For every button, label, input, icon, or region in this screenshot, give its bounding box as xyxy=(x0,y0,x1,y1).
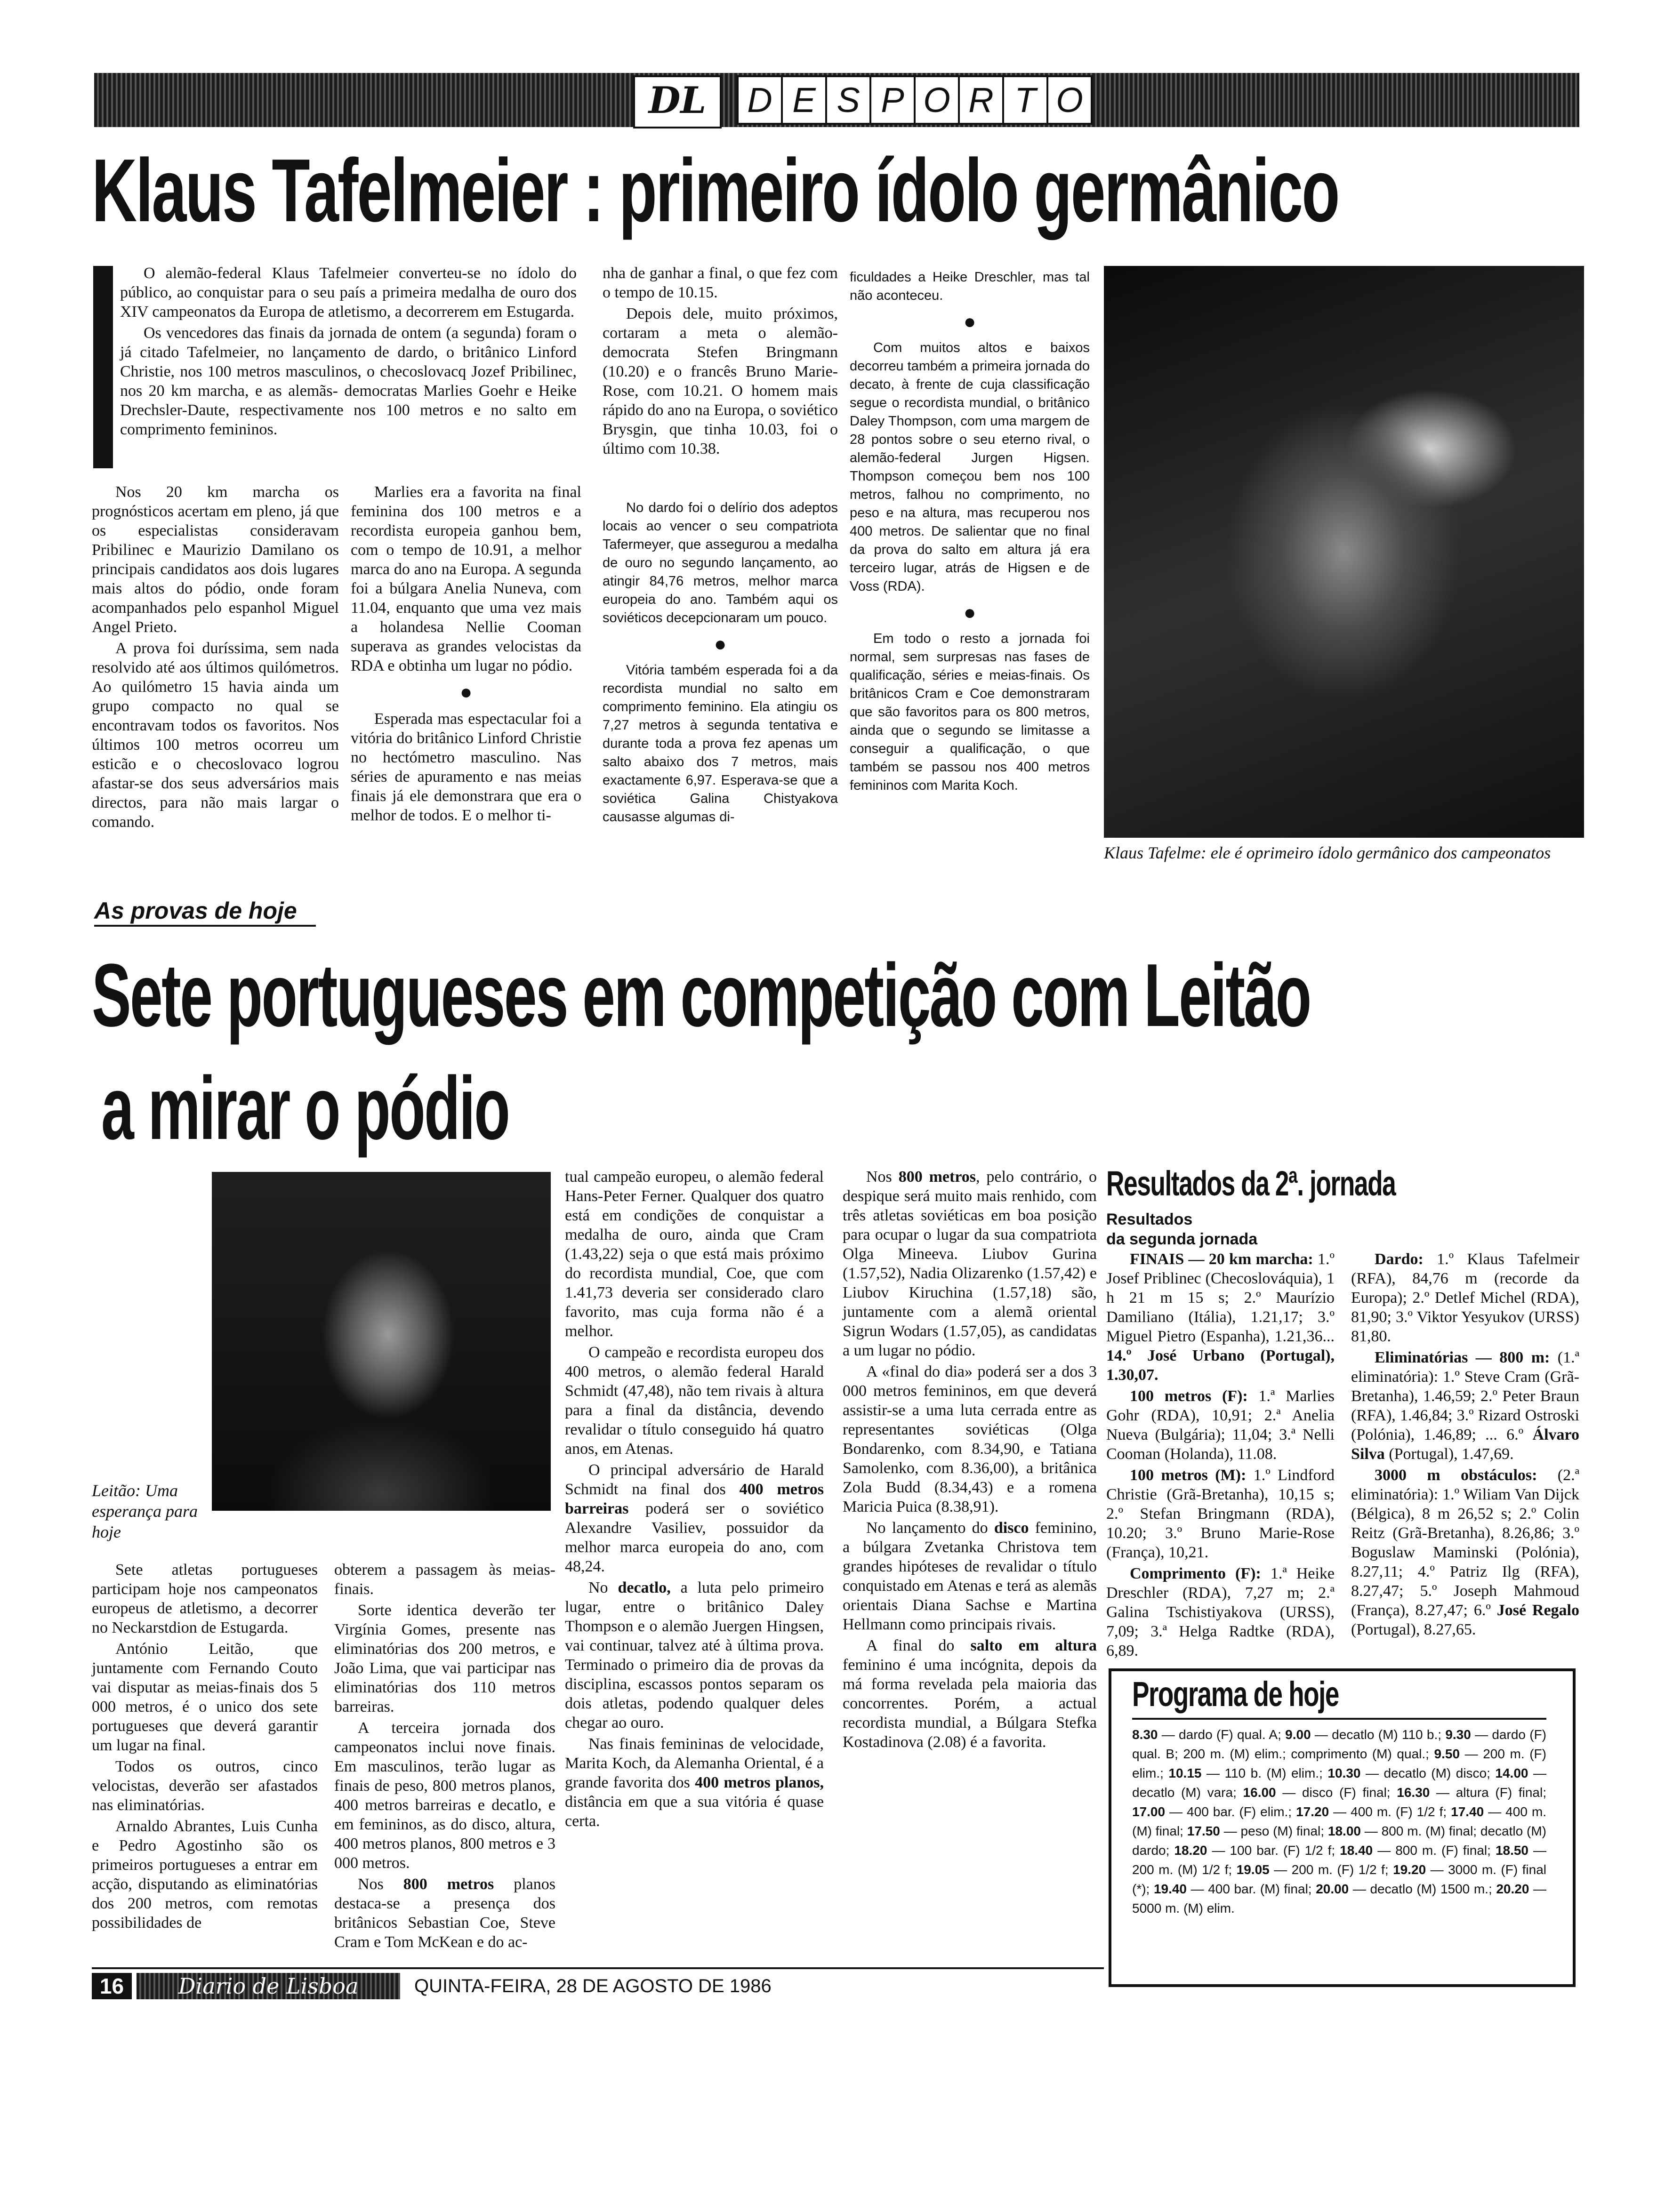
program-time: 19.20 xyxy=(1393,1862,1426,1877)
text: Nas finais femininas de velocidade, Marita Koch, da Alemanha Oriental, é a grande favorita dos xyxy=(565,1735,824,1791)
section-letter: O xyxy=(1046,75,1093,125)
bold-text: 800 metros xyxy=(403,1875,494,1893)
article-1-column-3-lower xyxy=(603,499,838,828)
results-bold-text: Eliminatórias — 800 m: xyxy=(1375,1349,1550,1366)
program-time: 17.00 xyxy=(1132,1804,1166,1819)
results-subtitle xyxy=(1106,1210,1257,1249)
program-text: — decatlo (M) vara; xyxy=(1132,1766,1546,1800)
paragraph: Todos os outros, cinco velocistas, deverão ser afastados nas eliminatórias. xyxy=(92,1758,318,1814)
bullet-separator: ● xyxy=(963,601,976,624)
section-letter: D xyxy=(737,75,783,125)
results-text: 1.º Josef Priblinec (Checoslováquia), 1 h 21 m 15 s; 2.º Maurízio Damiliano (Itália), 1.21,17; 3.º Miguel Pietro (Espanha), 1.21,36... xyxy=(1106,1250,1335,1345)
results-bold-text: Dardo: xyxy=(1375,1250,1424,1268)
results-entry xyxy=(1106,1250,1335,1385)
program-text: — decatlo (M) disco; xyxy=(1360,1766,1496,1780)
program-text: — 800 m. (F) final; xyxy=(1373,1843,1496,1858)
article-2-headline-line-2: a mirar o pódio xyxy=(101,1058,509,1158)
paragraph: Arnaldo Abrantes, Luis Cunha e Pedro Agostinho são os primeiros portugueses a entrar em acção, disputando as eliminatórias dos 200 metros, com remotas possibilidades de xyxy=(92,1818,318,1931)
program-text: — 400 bar. (M) final; xyxy=(1187,1882,1316,1896)
drop-cap: I xyxy=(93,266,113,468)
section-letter: O xyxy=(914,75,960,125)
program-time: 10.30 xyxy=(1327,1766,1361,1780)
results-entry xyxy=(1351,1466,1579,1639)
paragraph: obterem a passagem às meias-finais. xyxy=(334,1561,555,1598)
results-text: (2.ª eliminatória): 1.º Wiliam Van Dijck (Bélgica), 8 m 26,52 s; 2.º Colin Reitz (Grã-Bretanha), 8.26,86; 3.º Boguslaw Maminski (Polónia), 8.27,11; 4.º Patriz Ilg (RFA), 8.27,47; 5.º Joseph Mahmoud (França), 8.27,47; 6.º xyxy=(1351,1467,1579,1619)
article-1-lead xyxy=(120,264,577,441)
photo-caption: Leitão: Uma esperança para hoje xyxy=(92,1481,198,1541)
results-entry xyxy=(1106,1466,1335,1562)
bullet-separator: ● xyxy=(963,310,976,333)
program-text: — 3000 m. (F) final (*); xyxy=(1132,1862,1547,1896)
paragraph: O campeão e recordista europeu dos 400 metros, o alemão federal Harald Schmidt (47,48), não tem rivais à altura para a final da distância, devendo revalidar o título conseguido há quatro anos, em Atenas. xyxy=(565,1344,824,1458)
lead-paragraph: O alemão-federal Klaus Tafelmeier converteu-se no ídolo do público, ao conquistar para o seu país a primeira medalha de ouro dos XIV campeonatos da Europa de atletismo, a decorrerem em Estugarda. xyxy=(120,264,577,321)
program-text: — 200 m. (F) 1/2 f; xyxy=(1269,1862,1393,1877)
text: A final do xyxy=(866,1637,971,1654)
results-bold-text: José Regalo xyxy=(1496,1602,1579,1619)
program-time: 17.20 xyxy=(1296,1804,1329,1819)
program-rule xyxy=(1132,1718,1546,1720)
bold-text: 400 metros barreiras xyxy=(565,1481,824,1517)
program-time: 19.05 xyxy=(1236,1862,1270,1877)
paragraph: Sorte identica deverão ter Virgínia Gomes, presente nas eliminatórias dos 200 metros, e João Lima, que vai participar nas eliminatórias dos 110 metros barreiras. xyxy=(334,1602,555,1715)
paragraph xyxy=(843,1167,1097,1360)
paragraph: A prova foi duríssima, sem nada resolvido até aos últimos quilómetros. Ao quilómetro 15 havia ainda um grupo compacto no qual se encontravam todos os favoritos. Nos últimos 100 metros ocorreu um esticão e o checoslovaco logrou afastar-se dos seus adversários mais directos, para não mais largar o comando. xyxy=(92,640,339,831)
results-text: 1.ª Heike Dreschler (RDA), 7,27 m; 2.ª Galina Tschistiyakova (URSS), 7,09; 3.ª Helga Radtke (RDA), 6,89. xyxy=(1106,1565,1335,1659)
bullet-separator: ● xyxy=(459,681,473,704)
program-time: 18.00 xyxy=(1327,1824,1361,1838)
text: Nos xyxy=(866,1168,899,1186)
results-bold-text: 14.º José Urbano (Portugal), 1.30,07. xyxy=(1106,1347,1335,1384)
program-text: — 110 b. (M) elim.; xyxy=(1201,1766,1328,1780)
program-time: 9.30 xyxy=(1445,1727,1471,1742)
text: Nos xyxy=(358,1875,403,1893)
results-entry xyxy=(1106,1387,1335,1464)
results-subtitle-line: Resultados xyxy=(1106,1210,1193,1228)
paragraph: A terceira jornada dos campeonatos inclui nove finais. Em masculinos, terão lugar as finais de peso, 800 metros planos, 400 metros barreiras e decatlo, e em femininos, as do disco, altura, 400 metros planos, 800 metros e 3 000 metros. xyxy=(334,1719,555,1872)
paragraph: Esperada mas espectacular foi a vitória do britânico Linford Christie no hectómetro masculino. Nas séries de apuramento e nas meias finais já ele demonstrara que era o melhor de todos. E o melhor ti- xyxy=(351,710,581,824)
text: a luta pelo primeiro lugar, entre o britânico Daley Thompson e o alemão Juergen Hingsen, vai continuar, talvez até à última prova. Terminado o primeiro dia de provas da disciplina, escassos pontos separam os dois atletas, podendo qualquer deles chegar ao ouro. xyxy=(565,1579,824,1731)
paragraph: tual campeão europeu, o alemão federal Hans-Peter Ferner. Qualquer dos quatro está em condições de conquistar a medalha de ouro, ainda que Cram (1.43,22) seja o que está mais próximo do recordista mundial, Coe, que com 1.41,73 deveria ser considerado claro favorito, mas cuja forma não é a melhor. xyxy=(565,1168,824,1340)
section-letter: R xyxy=(958,75,1004,125)
program-time: 14.00 xyxy=(1495,1766,1528,1780)
newspaper-logo: DL xyxy=(633,75,722,128)
program-time: 18.50 xyxy=(1495,1843,1529,1858)
article-1-column-4 xyxy=(850,268,1090,797)
footer-rule xyxy=(92,1967,1104,1969)
program-text: — 100 bar. (F) 1/2 f; xyxy=(1207,1843,1340,1858)
results-bold-text: 3000 m obstáculos: xyxy=(1375,1467,1537,1484)
program-time: 17.50 xyxy=(1187,1824,1220,1838)
paper-name: Diario de Lisboa xyxy=(178,1973,359,1999)
bold-text: 800 metros xyxy=(898,1168,976,1186)
paragraph xyxy=(843,1636,1097,1752)
program-time: 9.50 xyxy=(1434,1747,1460,1761)
program-title: Programa de hoje xyxy=(1132,1675,1339,1714)
program-text: — 400 bar. (F) elim.; xyxy=(1165,1804,1296,1819)
results-text: (1.ª eliminatória): 1.º Steve Cram (Grã-Bretanha), 1.46,59; 2.º Peter Braun (RFA), 1.46,84; 3.º Rizard Ostroski (Polónia), 1.46,89; ... 6.º xyxy=(1351,1349,1579,1443)
photo-antonio-leitao xyxy=(212,1172,551,1511)
results-bold-text: FINAIS — 20 km marcha: xyxy=(1130,1250,1313,1268)
program-time: 16.30 xyxy=(1397,1785,1430,1800)
program-schedule xyxy=(1132,1725,1546,1918)
paragraph xyxy=(565,1734,824,1831)
text: No lançamento do xyxy=(866,1519,994,1537)
program-text: — decatlo (M) 110 b.; xyxy=(1311,1727,1446,1742)
article-2-column-2 xyxy=(334,1560,555,1954)
photo-caption: Klaus Tafelme: ele é oprimeiro ídolo germânico dos campeonatos xyxy=(1104,843,1551,862)
text: feminino, a búlgara Zvetanka Christova tem grandes hipóteses de revalidar o título conquistado em Atenas e terá as alemãs orientais Diana Sachse e Martina Hellmann como principais rivais. xyxy=(843,1519,1097,1633)
paragraph xyxy=(334,1875,555,1952)
paragraph: nha de ganhar a final, o que fez com o tempo de 10.15. xyxy=(603,264,838,301)
program-text: — dardo (F) qual. A; xyxy=(1158,1727,1286,1742)
section-letter: T xyxy=(1002,75,1048,125)
results-entry xyxy=(1351,1348,1579,1464)
program-time: 18.40 xyxy=(1340,1843,1373,1858)
program-text: — altura (F) final; xyxy=(1430,1785,1546,1800)
text: planos destaca-se a presença dos britânicos Sebastian Coe, Steve Cram e Tom McKean e do ac- xyxy=(334,1875,555,1951)
results-subtitle-line: da segunda jornada xyxy=(1106,1230,1258,1248)
section-letter: S xyxy=(825,75,871,125)
article-2-column-3 xyxy=(565,1167,824,1833)
program-text: — peso (M) final; xyxy=(1220,1824,1328,1838)
results-text: 1.ª Marlies Gohr (RDA), 10,91; 2.ª Anelia Nueva (Bulgária); 11,04; 3.ª Nelli Cooman (Holanda), 11.08. xyxy=(1106,1387,1335,1463)
article-1-column-3 xyxy=(603,264,838,460)
text: poderá ser o soviético Alexandre Vasiliev, possuidor da melhor marca europeia do ano, com 48,24. xyxy=(565,1500,824,1575)
article-1-headline: Klaus Tafelmeier : primeiro ídolo germânico xyxy=(92,141,1339,240)
section-letter: E xyxy=(781,75,827,125)
results-text: (Portugal), 8.27,65. xyxy=(1351,1621,1476,1638)
results-text: 1.º Klaus Tafelmeir (RFA), 84,76 m (recorde da Europa); 2.º Detlef Michel (RDA), 81,90; 3.º Viktor Yesyukov (URSS) 81,80. xyxy=(1351,1250,1579,1345)
paragraph: Vitória também esperada foi a da recordista mundial no salto em comprimento feminino. Ela atingiu os 7,27 metros à segunda tentativa e durante toda a prova fez apenas um salto abaixo dos 7 metros, mais exactamente 6,97. Esperava-se que a soviética Galina Chistyakova causasse algumas di- xyxy=(603,663,838,825)
issue-date: QUINTA-FEIRA, 28 DE AGOSTO DE 1986 xyxy=(414,1976,772,1996)
program-text: — dardo (F) qual. B; 200 m. (M) elim.; comprimento (M) qual.; xyxy=(1132,1727,1546,1761)
text: feminino é uma incógnita, depois da má forma revelada pela maioria das concorrentes. Porém, a actual recordista mundial, a Búlgara Stefka Kostadinova (2.08) é a favorita. xyxy=(843,1656,1097,1751)
paragraph xyxy=(843,1518,1097,1634)
program-text: — 200 m. (M) 1/2 f; xyxy=(1132,1843,1547,1877)
paragraph xyxy=(565,1460,824,1576)
bold-text: disco xyxy=(994,1519,1029,1537)
results-bold-text: Comprimento (F): xyxy=(1130,1565,1261,1582)
results-bold-text: 100 metros (M): xyxy=(1130,1467,1247,1484)
lead-paragraph: Os vencedores das finais da jornada de ontem (a segunda) foram o já citado Tafelmeier, no lançamento de dardo, o britânico Linford Christie, nos 100 metros masculinos, o checoslovacq Jozef Pribilinec, nos 20 km marcha, e as alemãs- democratas Marlies Goehr e Heike Drechsler-Daute, respectivamente nos 100 metros e no salto em comprimento femininos. xyxy=(120,324,577,438)
program-time: 20.00 xyxy=(1316,1882,1349,1896)
program-text: — 5000 m. (M) elim. xyxy=(1132,1882,1547,1915)
photo-klaus-tafelmeier xyxy=(1104,266,1584,838)
paragraph: A «final do dia» poderá ser a dos 3 000 metros femininos, em que deverá assistir-se a uma luta cerrada entre as representantes soviéticas (Olga Bondarenko, com 8.34,90, e Tatiana Samolenko, com 8.36,00), a britânica Zola Budd (8.34,43) e a romena Maricia Puica (8.38,91). xyxy=(843,1363,1097,1515)
program-text: — 400 m. (M) final; xyxy=(1132,1804,1546,1838)
bold-text: salto em altura xyxy=(970,1637,1097,1654)
paragraph: António Leitão, que juntamente com Fernando Couto vai disputar as meias-finais dos 5 000 metros, é o unico dos sete portugueses que deverá garantir um lugar na final. xyxy=(92,1640,318,1754)
program-time: 17.40 xyxy=(1451,1804,1484,1819)
program-text: — disco (F) final; xyxy=(1276,1785,1397,1800)
bullet-separator: ● xyxy=(714,633,727,656)
results-text: 1.º Lindford Christie (Grã-Bretanha), 10,15 s; 2.º Stefan Bringmann (RDA), 10.20; 3.º Bruno Marie-Rose (França), 10,21. xyxy=(1106,1467,1335,1561)
text: , pelo contrário, o despique será muito mais renhido, com três atletas soviéticas em boa posição para ocupar o lugar da sua compatriota Olga Mineeva. Liubov Gurina (1.57,52), Nadia Olizarenko (1.57,42) e Liubov Kiruchina (1.57,18) são, juntamente com a alemã oriental Sigrun Wodars (1.57,05), as candidatas a um lugar no pódio. xyxy=(843,1168,1097,1359)
paragraph: Em todo o resto a jornada foi normal, sem surpresas nas fases de qualificação, séries e meias-finais. Os britânicos Cram e Coe demonstraram que são favoritos para os 800 metros, ainda que o segundo se limitasse a conseguir a qualificação, o que também se passou nos 400 metros femininos com Marita Koch. xyxy=(850,631,1090,793)
results-title: Resultados da 2ª. jornada xyxy=(1106,1164,1396,1203)
section-letter: P xyxy=(869,75,916,125)
article-1-column-2 xyxy=(351,482,581,827)
program-time: 20.20 xyxy=(1496,1882,1529,1896)
article-2-column-1 xyxy=(92,1560,318,1934)
kicker-as-provas-de-hoje: As provas de hoje xyxy=(94,897,316,927)
page-number: 16 xyxy=(92,1973,132,1999)
bold-text: decatlo, xyxy=(618,1579,671,1596)
program-time: 10.15 xyxy=(1168,1766,1202,1780)
text: O principal adversário de Harald Schmidt na final dos xyxy=(565,1461,824,1498)
article-2-headline-line-1: Sete portugueses em competição com Leitão xyxy=(92,946,1311,1045)
paragraph: No dardo foi o delírio dos adeptos locais ao vencer o seu compatriota Tafermeyer, que assegurou a medalha de ouro no segundo lançamento, ao atingir 84,76 metros, melhor marca europeia do ano. Também aqui os soviéticos decepcionaram um pouco. xyxy=(603,500,838,625)
program-time: 8.30 xyxy=(1132,1727,1158,1742)
program-text: — 800 m. (M) final; decatlo (M) dardo; xyxy=(1132,1824,1547,1858)
article-1-column-1 xyxy=(92,482,339,834)
paragraph: ficuldades a Heike Dreschler, mas tal não aconteceu. xyxy=(850,270,1090,303)
text: distância em que a sua vitória é quase certa. xyxy=(565,1793,824,1830)
paragraph: Nos 20 km marcha os prognósticos acertam em pleno, já que os especialistas consideravam Pribilinec e Maurizio Damilano os principais candidatos aos dois lugares mais altos do pódio, onde foram acompanhados pelo espanhol Miguel Angel Prieto. xyxy=(92,483,339,636)
program-time: 18.20 xyxy=(1174,1843,1207,1858)
program-text: — 400 m. (F) 1/2 f; xyxy=(1329,1804,1451,1819)
program-text: — decatlo (M) 1500 m.; xyxy=(1349,1882,1496,1896)
section-title-desporto xyxy=(737,75,1091,125)
paragraph: Marlies era a favorita na final feminina dos 100 metros e a recordista europeia ganhou bem, com o tempo de 10.91, a melhor marca do ano na Europa. A segunda foi a búlgara Anelia Nuneva, com 11.04, enquanto que uma vez mais a holandesa Nellie Cooman superava as grandes velocistas da RDA e obtinha um lugar no pódio. xyxy=(351,483,581,674)
results-list xyxy=(1106,1250,1579,1673)
paragraph: Com muitos altos e baixos decorreu também a primeira jornada do decato, à frente de cuja classificação segue o recordista mundial, o britânico Daley Thompson, com uma margem de 28 pontos sobre o seu eterno rival, o alemão-federal Jurgen Higsen. Thompson começou bem nos 100 metros, falhou no comprimento, no peso e na altura, mas recuperou nos 400 metros. De salientar que no final da prova do salto em altura já era terceiro lugar, atrás de Higsen e de Voss (RDA). xyxy=(850,340,1090,594)
program-time: 9.00 xyxy=(1285,1727,1311,1742)
paragraph xyxy=(565,1578,824,1732)
results-bold-text: Álvaro Silva xyxy=(1351,1426,1579,1463)
paragraph: Sete atletas portugueses participam hoje nos campeonatos europeus de atletismo, a decorrer no Neckarstdion de Estugarda. xyxy=(92,1561,318,1636)
results-entry xyxy=(1351,1250,1579,1346)
paragraph: Depois dele, muito próximos, cortaram a meta o alemão-democrata Stefen Bringmann (10.20) e o francês Bruno Marie-Rose, com 10.21. O homem mais rápido do ano na Europa, o soviético Brysgin, que tinha 10.03, foi o último com 10.38. xyxy=(603,305,838,457)
results-text: (Portugal), 1.47,69. xyxy=(1384,1445,1514,1463)
article-2-column-4 xyxy=(843,1167,1097,1754)
program-time: 16.00 xyxy=(1243,1785,1276,1800)
results-bold-text: 100 metros (F): xyxy=(1130,1387,1248,1405)
results-entry xyxy=(1106,1564,1335,1660)
program-text: — 200 m. (F) elim.; xyxy=(1132,1747,1546,1780)
bold-text: 400 metros planos, xyxy=(695,1774,824,1791)
text: No xyxy=(588,1579,618,1596)
program-time: 19.40 xyxy=(1153,1882,1187,1896)
